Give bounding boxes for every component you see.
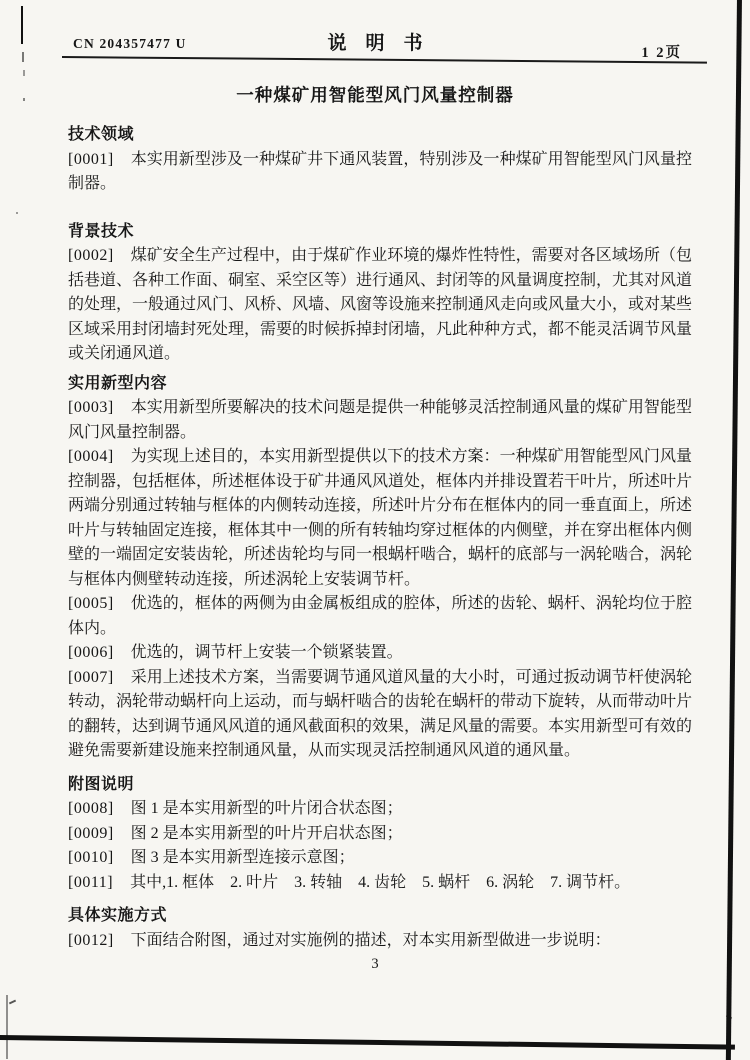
paragraph: [68, 666, 692, 764]
paragraph-number: [0002]: [68, 247, 114, 264]
paragraph-number: [0007]: [68, 668, 114, 686]
section: [68, 372, 692, 764]
scan-artifact-left-edge: [6, 995, 8, 1059]
header-page-indicator: 1 2页: [641, 45, 682, 61]
paragraph: [68, 148, 692, 197]
document-type-heading: 说 明 书: [327, 33, 423, 54]
paragraph-text: 优选的，调节杆上安装一个锁紧装置。: [130, 644, 403, 661]
scan-artifact-dash: [22, 52, 24, 62]
paragraph: [68, 929, 692, 954]
paragraph-text: 本实用新型涉及一种煤矿井下通风装置，特别涉及一种煤矿用智能型风门风量控制器。: [68, 150, 692, 192]
section-heading: 技术领域: [68, 126, 135, 143]
paragraph-text: 图 1 是本实用新型的叶片闭合状态图；: [130, 800, 403, 817]
paragraph: [68, 396, 692, 445]
section: [68, 773, 692, 896]
paragraph-number: [0008]: [68, 800, 114, 817]
scan-artifact-topleft-line: [21, 6, 23, 44]
paragraph-number: [0012]: [68, 931, 114, 949]
section: [68, 123, 692, 197]
paragraph-text: 其中,1. 框体 2. 叶片 3. 转轴 4. 齿轮 5. 蜗杆 6. 涡轮 7. 调节杆。: [130, 873, 631, 891]
scan-artifact-dash: [23, 70, 25, 76]
scan-artifact-squiggle: [9, 1000, 16, 1005]
paragraph-number: [0005]: [68, 595, 114, 612]
paragraph: [68, 846, 692, 871]
paragraph-number: [0003]: [68, 399, 114, 416]
footer-page-number: 3: [371, 956, 379, 972]
invention-title: 一种煤矿用智能型风门风量控制器: [236, 85, 514, 105]
paragraph: [68, 244, 692, 367]
paragraph: [68, 822, 692, 847]
paragraph-text: 本实用新型所要解决的技术问题是提供一种能够灵活控制通风量的煤矿用智能型风门风量控制器。: [68, 399, 692, 441]
section: [68, 904, 692, 953]
scan-artifact-bottom-border: [0, 1035, 735, 1049]
paragraph-number: [0006]: [68, 644, 114, 661]
scan-artifact-dot: [16, 212, 18, 214]
section: [68, 220, 692, 367]
section-heading: 背景技术: [68, 222, 135, 240]
paragraph: [68, 871, 692, 896]
paragraph-number: [0001]: [68, 150, 114, 168]
paragraph-text: 优选的，框体的两侧为由金属板组成的腔体，所述的齿轮、蜗杆、涡轮均位于腔体内。: [68, 595, 692, 637]
scan-artifact-right-border: [726, 0, 742, 1060]
paragraph-text: 为实现上述目的，本实用新型提供以下的技术方案：一种煤矿用智能型风门风量控制器，包括框体，所述框体设于矿井通风风道处，框体内并排设置若干叶片，所述叶片两端分别通过转轴与框体的内侧转动连接，所述叶片分布在框体内的同一垂直面上，所述叶片与转轴固定连接，框体其中一侧的所有转轴均穿过框体的内侧壁，并在穿出框体内侧壁的一端固定安装齿轮，所述齿轮均与同一根蜗杆啮合，蜗杆的底部与一涡轮啮合，涡轮与框体内侧壁转动连接，所述涡轮上安装调节杆。: [68, 448, 693, 588]
paragraph-number: [0011]: [68, 873, 114, 891]
paragraph-number: [0010]: [68, 849, 114, 866]
section-heading: 具体实施方式: [68, 907, 168, 924]
paragraph-number: [0004]: [68, 448, 114, 465]
paragraph: [68, 592, 692, 641]
section-heading: 附图说明: [68, 775, 135, 793]
paragraph: [68, 445, 692, 592]
patent-number: CN 204357477 U: [73, 36, 187, 51]
header-rule: [62, 56, 707, 64]
section-heading: 实用新型内容: [68, 374, 168, 392]
paragraph-text: 下面结合附图，通过对实施例的描述，对本实用新型做进一步说明：: [130, 931, 611, 949]
paragraph-text: 图 2 是本实用新型的叶片开启状态图；: [130, 824, 403, 842]
paragraph-text: 煤矿安全生产过程中，由于煤矿作业环境的爆炸性特性，需要对各区域场所（包括巷道、各种工作面、硐室、采空区等）进行通风、封闭等的风量调度控制，尤其对风道的处理，一般通过风门、风桥、风墙、风窗等设施来控制通风走向或风量大小，或对某些区域采用封闭墙封死处理，需要的时候拆掉封闭墙，凡此种种方式，都不能灵活调节风量或关闭通风道。: [68, 247, 693, 362]
sections: [68, 123, 692, 953]
paragraph-text: 图 3 是本实用新型连接示意图；: [130, 849, 355, 866]
scan-artifact-dot: [23, 98, 25, 101]
paragraph: [68, 797, 692, 822]
paragraph-number: [0009]: [68, 824, 114, 842]
paragraph: [68, 641, 692, 666]
paragraph-text: 采用上述技术方案，当需要调节通风道风量的大小时，可通过扳动调节杆使涡轮转动，涡轮带动蜗杆向上运动，而与蜗杆啮合的齿轮在蜗杆的带动下旋转，从而带动叶片的翻转，达到调节通风风道的通风截面积的效果，满足风量的需要。本实用新型可有效的避免需要新建设施来控制通风量，从而实现灵活控制通风风道的通风量。: [68, 668, 693, 759]
